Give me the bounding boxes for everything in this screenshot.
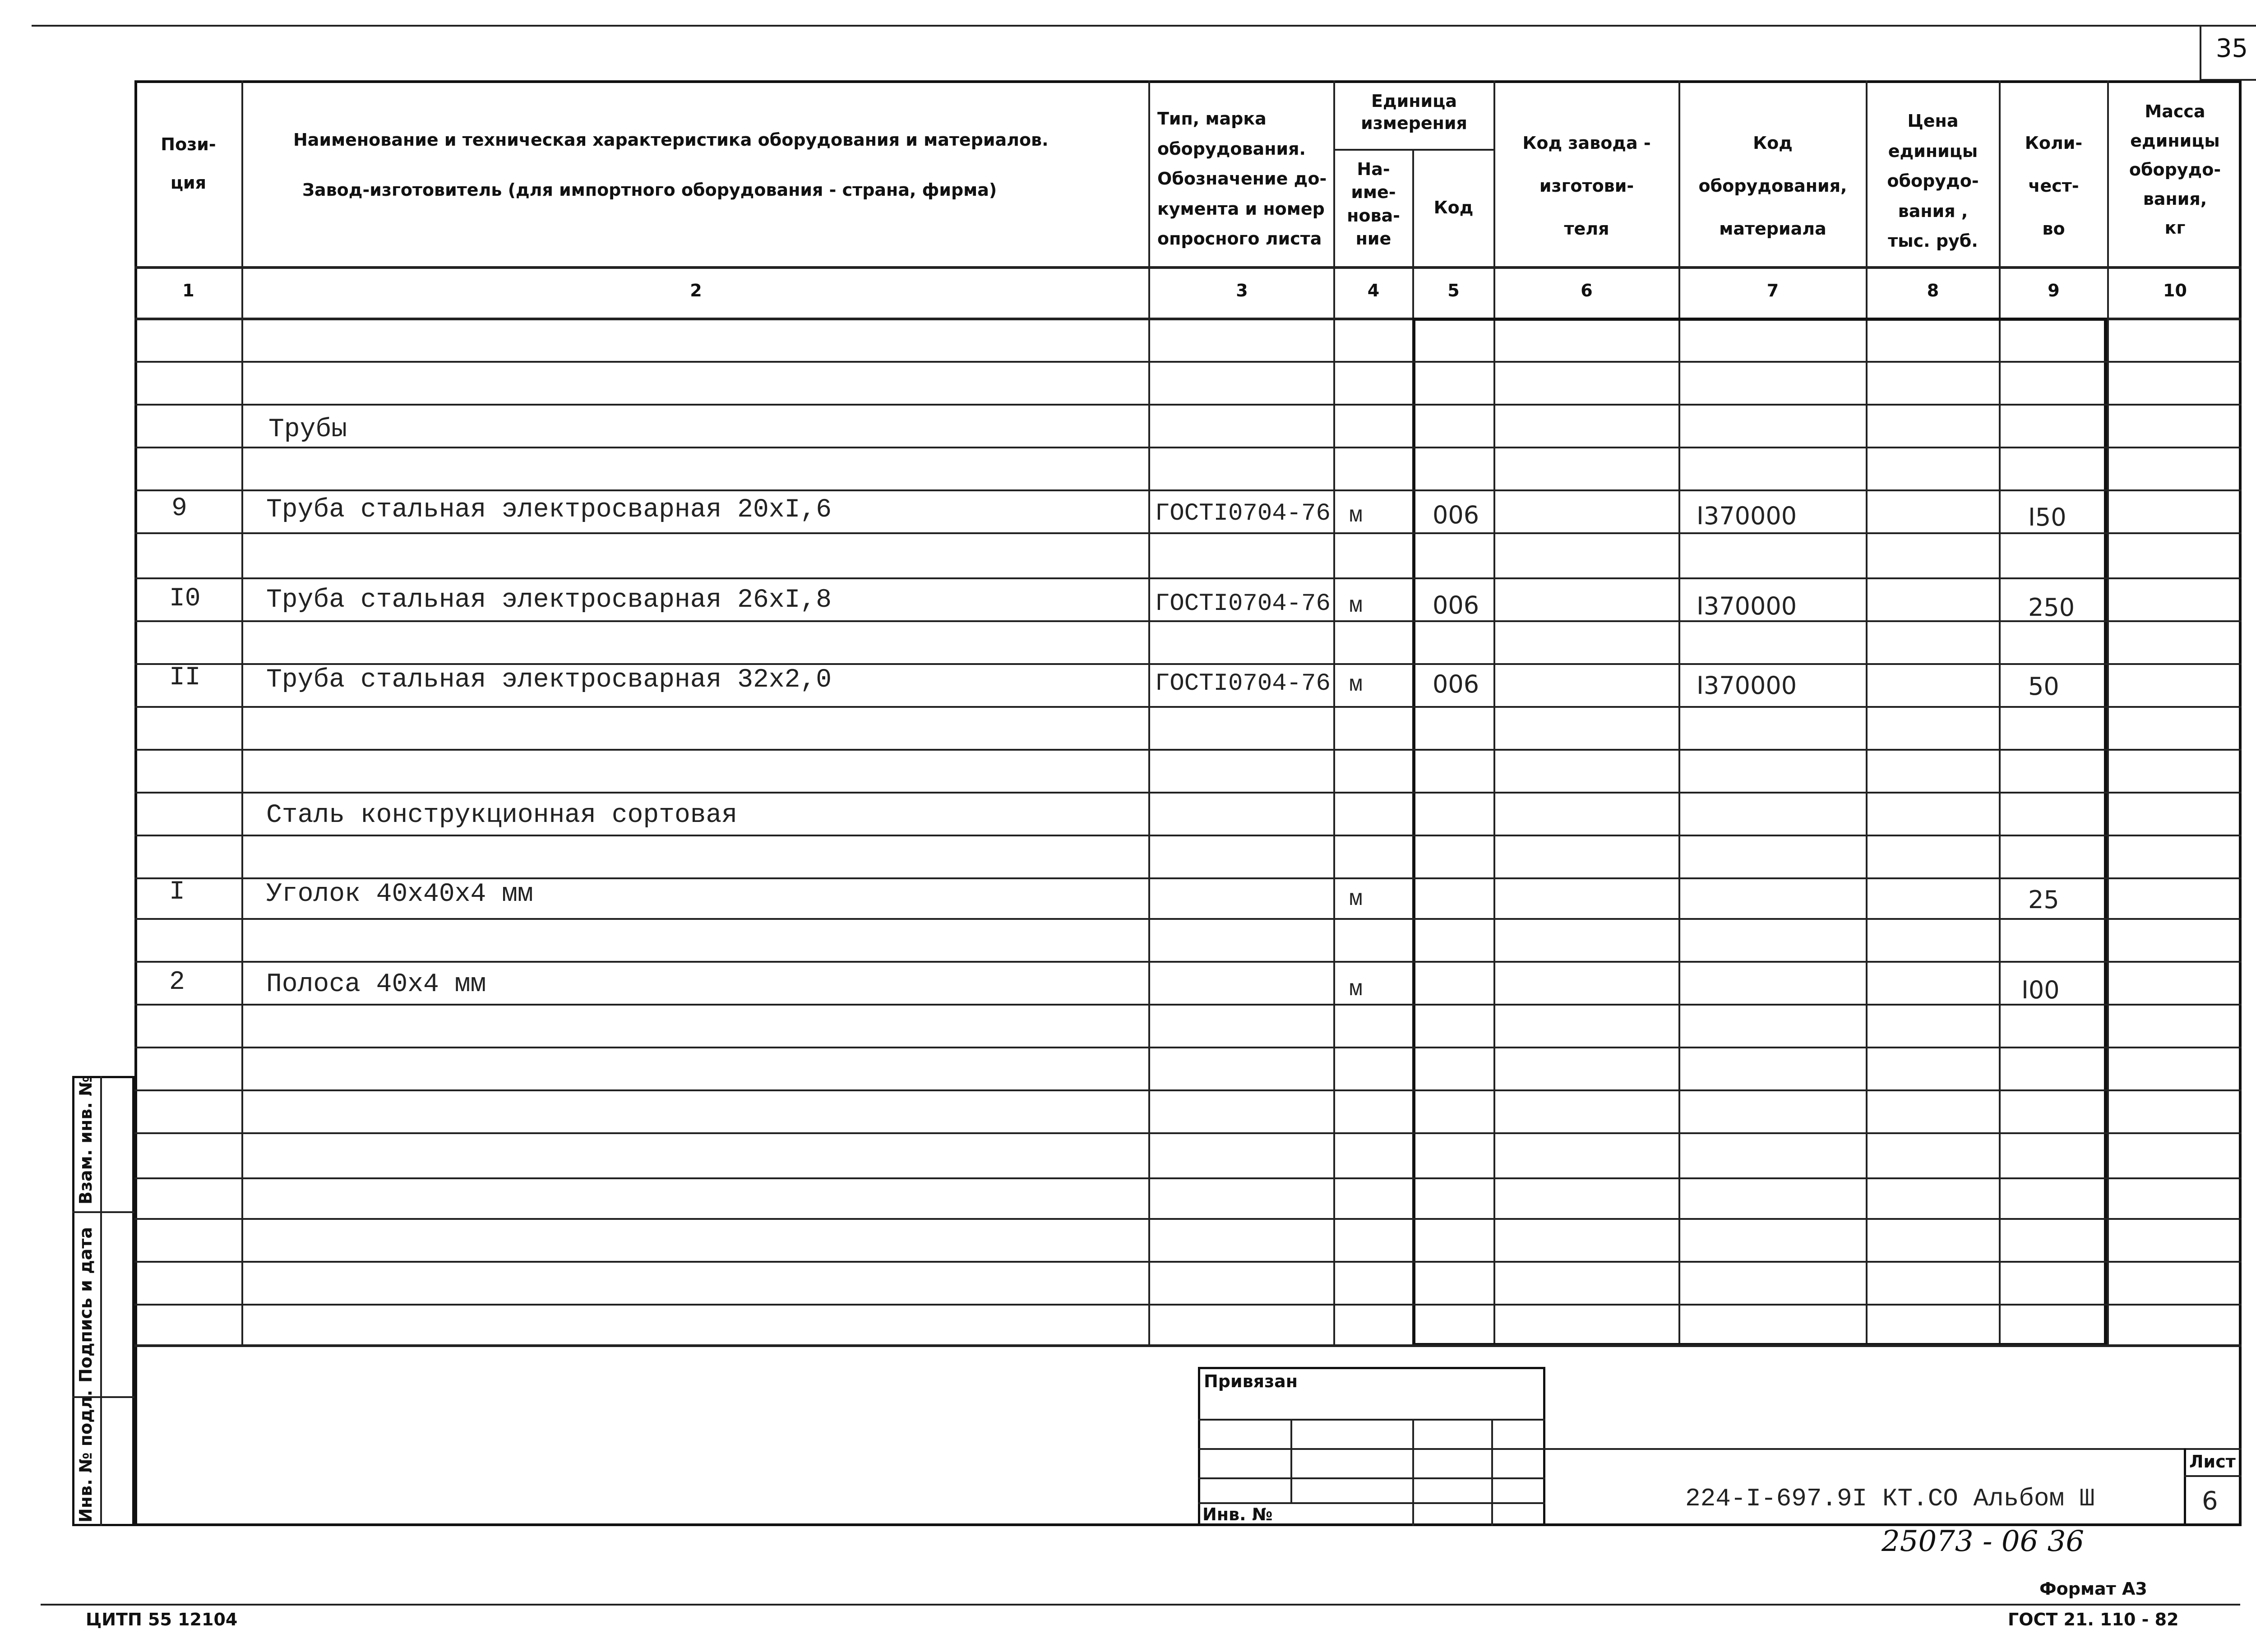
row-unit: м: [1349, 977, 1363, 1002]
body-bottom-rule: [134, 1344, 2242, 1347]
row-qty: 250: [2028, 593, 2075, 622]
row-line: [134, 877, 2242, 879]
colnum-10: 10: [2163, 281, 2187, 300]
header-col7: Код оборудования, материала: [1698, 133, 1847, 239]
row-line: [134, 706, 2242, 708]
row-line: [134, 577, 2242, 579]
row-line: [134, 749, 2242, 751]
top-rule: [32, 25, 2256, 27]
colnum-7: 7: [1766, 281, 1779, 300]
row-mat-code: I370000: [1697, 592, 1797, 620]
row-pos: 2: [169, 968, 185, 997]
side-stamp-divider: [100, 1076, 102, 1526]
sheet-number: 6: [2202, 1486, 2218, 1516]
col-line-9: [2107, 80, 2109, 1346]
row-line: [134, 404, 2242, 406]
header-col10: Масса единицы оборудо- вания, кг: [2129, 102, 2221, 238]
inv-no-label: Инв. №: [1202, 1504, 1273, 1524]
row-line: [134, 792, 2242, 794]
row-unit: м: [1349, 503, 1363, 529]
row-line: [134, 663, 2242, 665]
row-line: [134, 835, 2242, 836]
row-line: [134, 1218, 2242, 1220]
row-line: [134, 1177, 2242, 1179]
sheet-label: Лист: [2189, 1452, 2236, 1472]
row-qty: 25: [2028, 886, 2059, 914]
row-name: Уголок 40х40х4 мм: [266, 880, 533, 909]
row-qty: I50: [2028, 503, 2066, 531]
header-bottom-rule: [134, 266, 2242, 269]
row-name: Труба стальная электросварная 32х2,0: [266, 665, 832, 695]
row-line: [134, 961, 2242, 963]
colnum-4: 4: [1367, 281, 1380, 300]
side-label-inv: Инв. № подл.: [76, 1389, 96, 1523]
stamp-title-rule: [1545, 1448, 2242, 1450]
header-col3: Тип, марка оборудования. Обозначение до- кумента и номер опросного листа: [1157, 109, 1327, 249]
row-line: [134, 1261, 2242, 1263]
row-qty: I00: [2021, 976, 2060, 1004]
row-unit: м: [1349, 672, 1363, 698]
row-pos: I0: [169, 584, 201, 614]
colnum-8: 8: [1927, 281, 1939, 300]
row-line: [134, 489, 2242, 491]
stamp-rule-c: [1198, 1477, 1545, 1479]
footer-left: ЦИТП 55 12104: [86, 1610, 238, 1629]
row-qty: 50: [2028, 672, 2059, 701]
header-col2: Наименование и техническая характеристика оборудования и материалов. Завод-изготовитель (для импортного оборудования - страна, фирма): [293, 130, 1049, 200]
side-label-vzam: Взам. инв. №: [76, 1075, 96, 1204]
stamp-vline-b: [1412, 1419, 1414, 1526]
side-label-podpis: Подпись и дата: [76, 1227, 96, 1383]
row-code: 006: [1433, 591, 1479, 619]
row-line: [134, 447, 2242, 448]
stamp-rule-d: [1198, 1502, 1545, 1504]
header-col8: Цена единицы оборудо- вания , тыс. руб.: [1887, 111, 1979, 251]
stamp-rule-b: [1198, 1448, 1545, 1450]
footer-right: ГОСТ 21. 110 - 82: [2008, 1610, 2179, 1629]
row-pos: 9: [171, 494, 187, 523]
header-col5: Код: [1433, 198, 1474, 217]
row-doc: ГОСТI0704-76: [1155, 500, 1331, 527]
stamp-rule-a: [1198, 1419, 1545, 1421]
row-mat-code: I370000: [1697, 671, 1797, 700]
colnum-9: 9: [2048, 281, 2060, 300]
row-name: Трубы: [268, 415, 347, 444]
header-col4: На- име- нова- ние: [1347, 159, 1400, 249]
footer-rule: [41, 1604, 2240, 1606]
col-line-1: [241, 80, 243, 1346]
thick-block: [1412, 318, 2107, 1346]
row-line: [134, 1304, 2242, 1306]
row-code: 006: [1433, 501, 1479, 529]
page-number-box: [2200, 25, 2256, 81]
document-designation: 224-I-697.9I КТ.СО Альбом Ш: [1685, 1484, 2095, 1513]
row-name: Сталь конструкционная сортовая: [266, 801, 738, 830]
row-line: [134, 1004, 2242, 1006]
privyazan-label: Привязан: [1204, 1371, 1298, 1391]
format-label: Формат А3: [2039, 1579, 2147, 1599]
colnum-2: 2: [690, 281, 702, 300]
row-pos: I: [169, 877, 185, 907]
header-col1: Пози- ция: [161, 134, 216, 193]
colnum-3: 3: [1236, 281, 1248, 300]
row-line: [134, 1132, 2242, 1134]
page-number: 35: [2215, 34, 2248, 63]
row-doc: ГОСТI0704-76: [1155, 670, 1331, 697]
row-line: [134, 1089, 2242, 1091]
row-line: [134, 532, 2242, 534]
colnum-5: 5: [1447, 281, 1460, 300]
row-name: Труба стальная электросварная 20хI,6: [266, 495, 832, 525]
stamp-vline-a: [1290, 1419, 1292, 1502]
row-name: Труба стальная электросварная 26хI,8: [266, 586, 832, 615]
row-doc: ГОСТI0704-76: [1155, 590, 1331, 618]
row-line: [134, 918, 2242, 920]
handwritten-note: 25073 - 06 36: [1882, 1525, 2085, 1558]
header-col6: Код завода - изготови- теля: [1522, 133, 1651, 239]
header-unit-group: Единица измерения: [1361, 91, 1467, 134]
side-stamp-rule-1: [72, 1211, 134, 1213]
row-line: [134, 1047, 2242, 1048]
row-line: [134, 620, 2242, 622]
sheet-box-rule: [2184, 1475, 2242, 1477]
colnum-6: 6: [1581, 281, 1593, 300]
row-unit: м: [1349, 886, 1363, 912]
row-line: [134, 361, 2242, 363]
row-unit: м: [1349, 593, 1363, 619]
stamp-vline-c: [1491, 1419, 1493, 1526]
colnum-1: 1: [182, 281, 194, 300]
header-col9: Коли- чест- во: [2025, 133, 2083, 239]
col-line-2: [1148, 80, 1150, 1346]
row-pos: II: [169, 663, 201, 692]
row-mat-code: I370000: [1697, 502, 1797, 530]
col-line-3: [1333, 80, 1335, 1346]
row-name: Полоса 40х4 мм: [266, 970, 486, 999]
row-code: 006: [1433, 670, 1479, 698]
